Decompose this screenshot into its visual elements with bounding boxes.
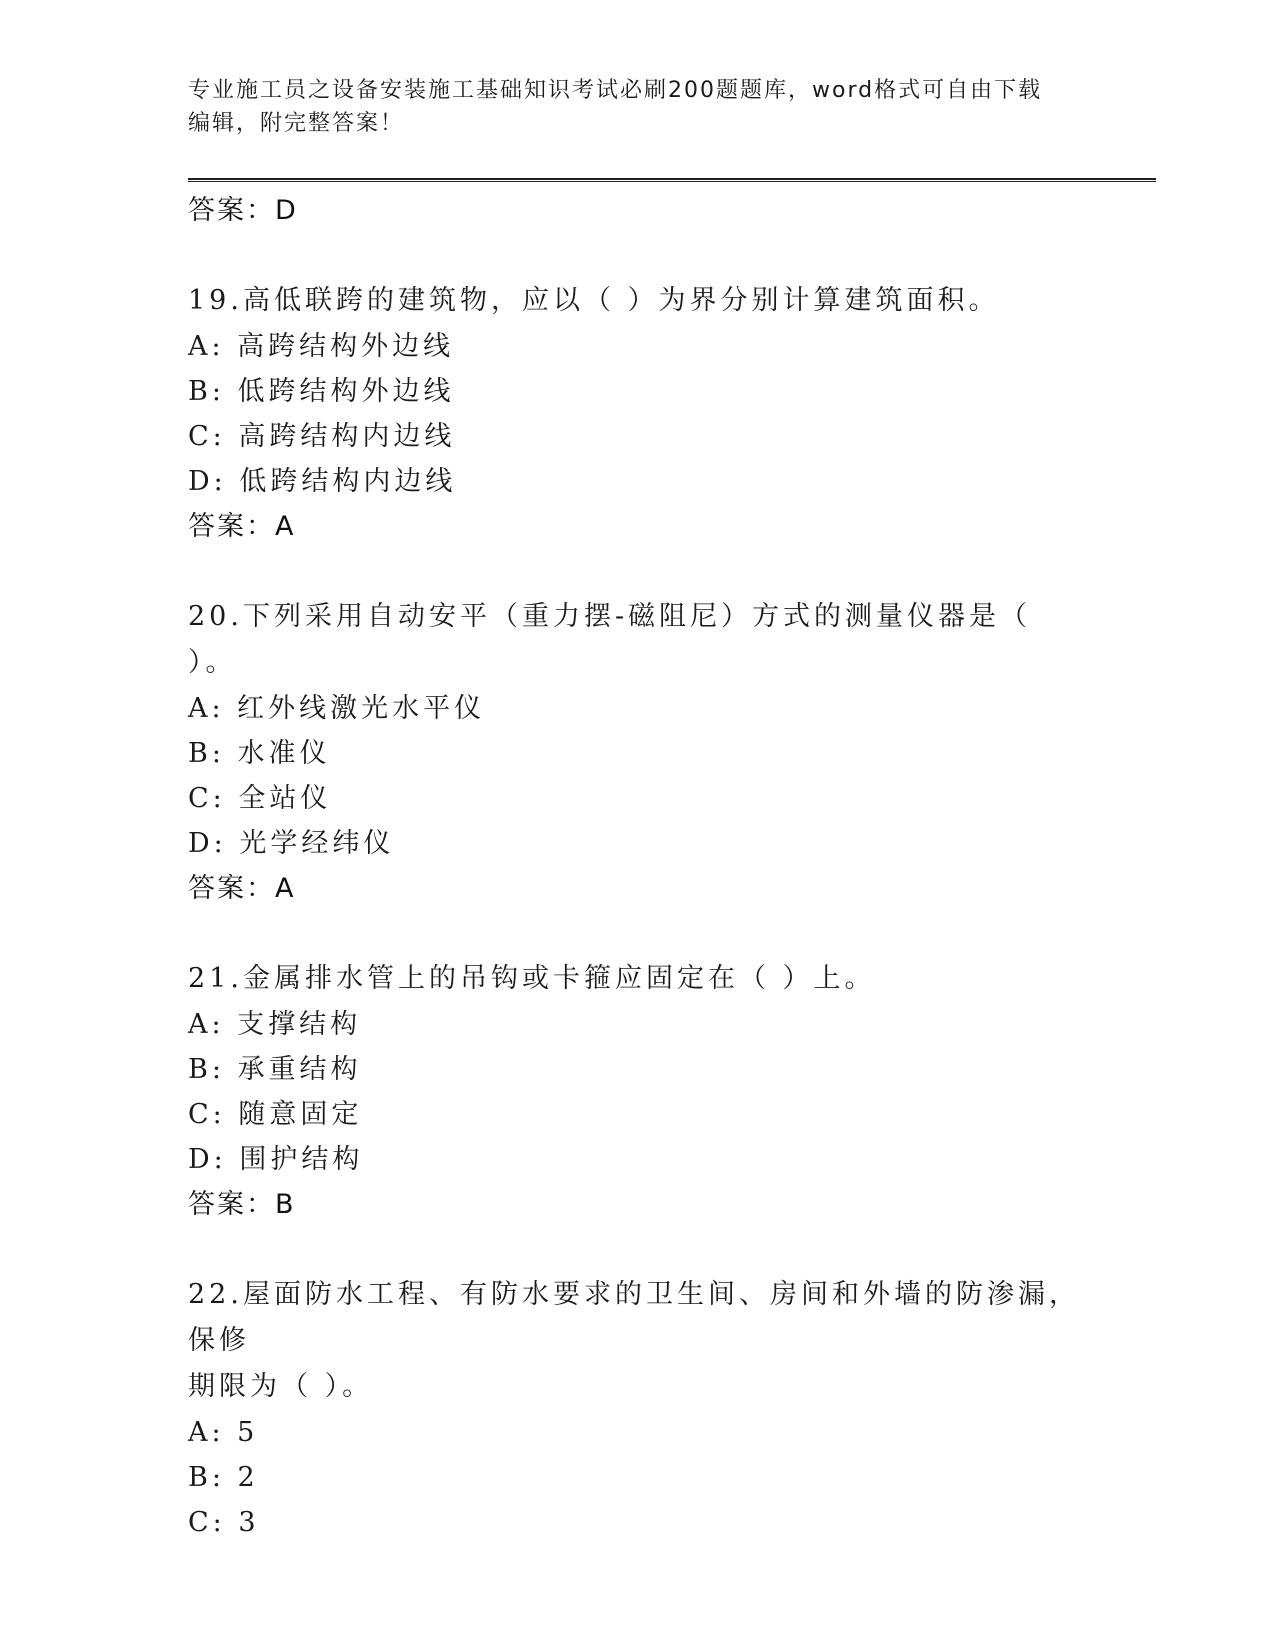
question-22 [188, 1272, 1088, 1545]
option-c: C: 高跨结构内边线 [188, 421, 456, 452]
spacer [188, 550, 1088, 594]
option-d: D: 低跨结构内边线 [188, 466, 457, 497]
option-b: B: 2 [188, 1462, 259, 1493]
option-a: A: 5 [188, 1417, 259, 1448]
spacer [188, 912, 1088, 956]
question-stem: 20.下列采用自动安平（重力摆-磁阻尼）方式的测量仪器是（ ）。 [188, 601, 1032, 678]
question-21 [188, 956, 1088, 1228]
option-a: A: 高跨结构外边线 [188, 331, 455, 362]
option-a: A: 红外线激光水平仪 [188, 693, 486, 724]
header-line-1: 专业施工员之设备安装施工基础知识考试必刷200题题库，word格式可自由下载 [188, 78, 1043, 103]
question-20 [188, 594, 1088, 912]
option-c: C: 随意固定 [188, 1099, 363, 1130]
option-c: C: 3 [188, 1507, 260, 1538]
answer: 答案：B [188, 1189, 296, 1220]
option-b: B: 水准仪 [188, 738, 331, 769]
question-stem: 19.高低联跨的建筑物，应以（ ）为界分别计算建筑面积。 [188, 285, 1000, 316]
document-body [188, 188, 1088, 1545]
header-line-2: 编辑，附完整答案！ [188, 111, 405, 136]
question-stem-line-2: 期限为（ ）。 [188, 1371, 374, 1402]
option-b: B: 承重结构 [188, 1054, 362, 1085]
answer: 答案：A [188, 511, 296, 542]
document-header [188, 74, 1078, 140]
option-d: D: 围护结构 [188, 1144, 364, 1175]
header-divider [188, 178, 1156, 182]
option-b: B: 低跨结构外边线 [188, 376, 455, 407]
question-stem: 21.金属排水管上的吊钩或卡箍应固定在（ ）上。 [188, 963, 876, 994]
option-d: D: 光学经纬仪 [188, 828, 395, 859]
spacer [188, 1228, 1088, 1272]
question-19 [188, 278, 1088, 550]
question-stem-line-1: 22.屋面防水工程、有防水要求的卫生间、房间和外墙的防渗漏，保修 [188, 1279, 1080, 1356]
spacer [188, 234, 1088, 278]
option-c: C: 全站仪 [188, 783, 332, 814]
answer-prev: 答案：D [188, 195, 298, 226]
answer: 答案：A [188, 873, 296, 904]
option-a: A: 支撑结构 [188, 1009, 362, 1040]
